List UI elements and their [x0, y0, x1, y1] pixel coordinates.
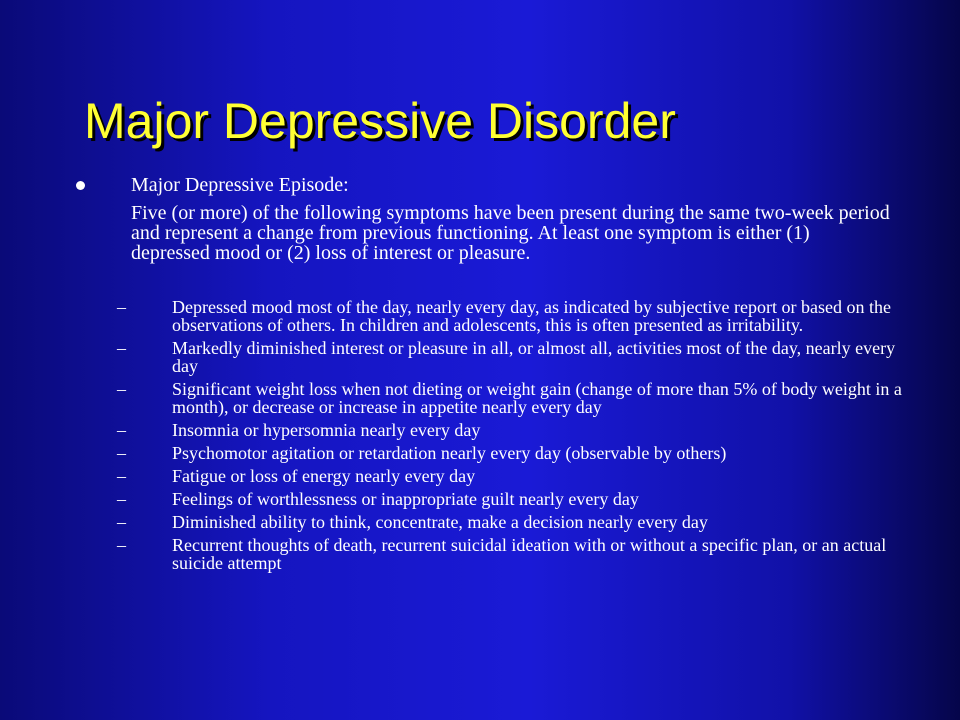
dash-marker: – [117, 512, 126, 532]
criterion-text: Insomnia or hypersomnia nearly every day [172, 420, 481, 440]
criterion-item [0, 467, 960, 485]
dash-marker: – [117, 338, 126, 358]
criterion-text: Recurrent thoughts of death, recurrent suicidal ideation with or without a specific plan, or an actual suicide attempt [172, 535, 887, 573]
criterion-item [0, 421, 960, 439]
dash-marker: – [117, 379, 126, 399]
criterion-text: Psychomotor agitation or retardation nearly every day (observable by others) [172, 443, 727, 463]
criterion-text: Depressed mood most of the day, nearly every day, as indicated by subjective report or based on the observations of others. In children and adolescents, this is often presented as irritability. [172, 297, 891, 335]
criterion-text: Markedly diminished interest or pleasure in all, or almost all, activities most of the day, nearly every day [172, 338, 896, 376]
criterion-item [0, 339, 960, 375]
slide-title: Major Depressive Disorder [84, 93, 676, 149]
criterion-item [0, 380, 960, 416]
dash-marker: – [117, 535, 126, 555]
criterion-item [0, 490, 960, 508]
criterion-item [0, 298, 960, 334]
criterion-text: Fatigue or loss of energy nearly every day [172, 466, 476, 486]
dash-marker: – [117, 297, 126, 317]
dash-marker: – [117, 443, 126, 463]
dash-marker: – [117, 420, 126, 440]
criterion-item [0, 513, 960, 531]
criterion-text: Significant weight loss when not dieting or weight gain (change of more than 5% of body weight in a month), or decrease or increase in appetite nearly every day [172, 379, 902, 417]
criterion-text: Diminished ability to think, concentrate, make a decision nearly every day [172, 512, 708, 532]
criteria-list [0, 298, 960, 577]
criterion-text: Feelings of worthlessness or inappropriate guilt nearly every day [172, 489, 639, 509]
criterion-item [0, 444, 960, 462]
episode-description: Five (or more) of the following symptoms have been present during the same two-week period and represent a change from previous functioning. At least one symptom is either (1) depressed mood or (2) loss of interest or pleasure. [131, 202, 890, 264]
episode-heading: Major Depressive Episode: [131, 174, 349, 196]
dash-marker: – [117, 489, 126, 509]
criterion-item [0, 536, 960, 572]
bullet-dot-icon [76, 181, 85, 190]
dash-marker: – [117, 466, 126, 486]
